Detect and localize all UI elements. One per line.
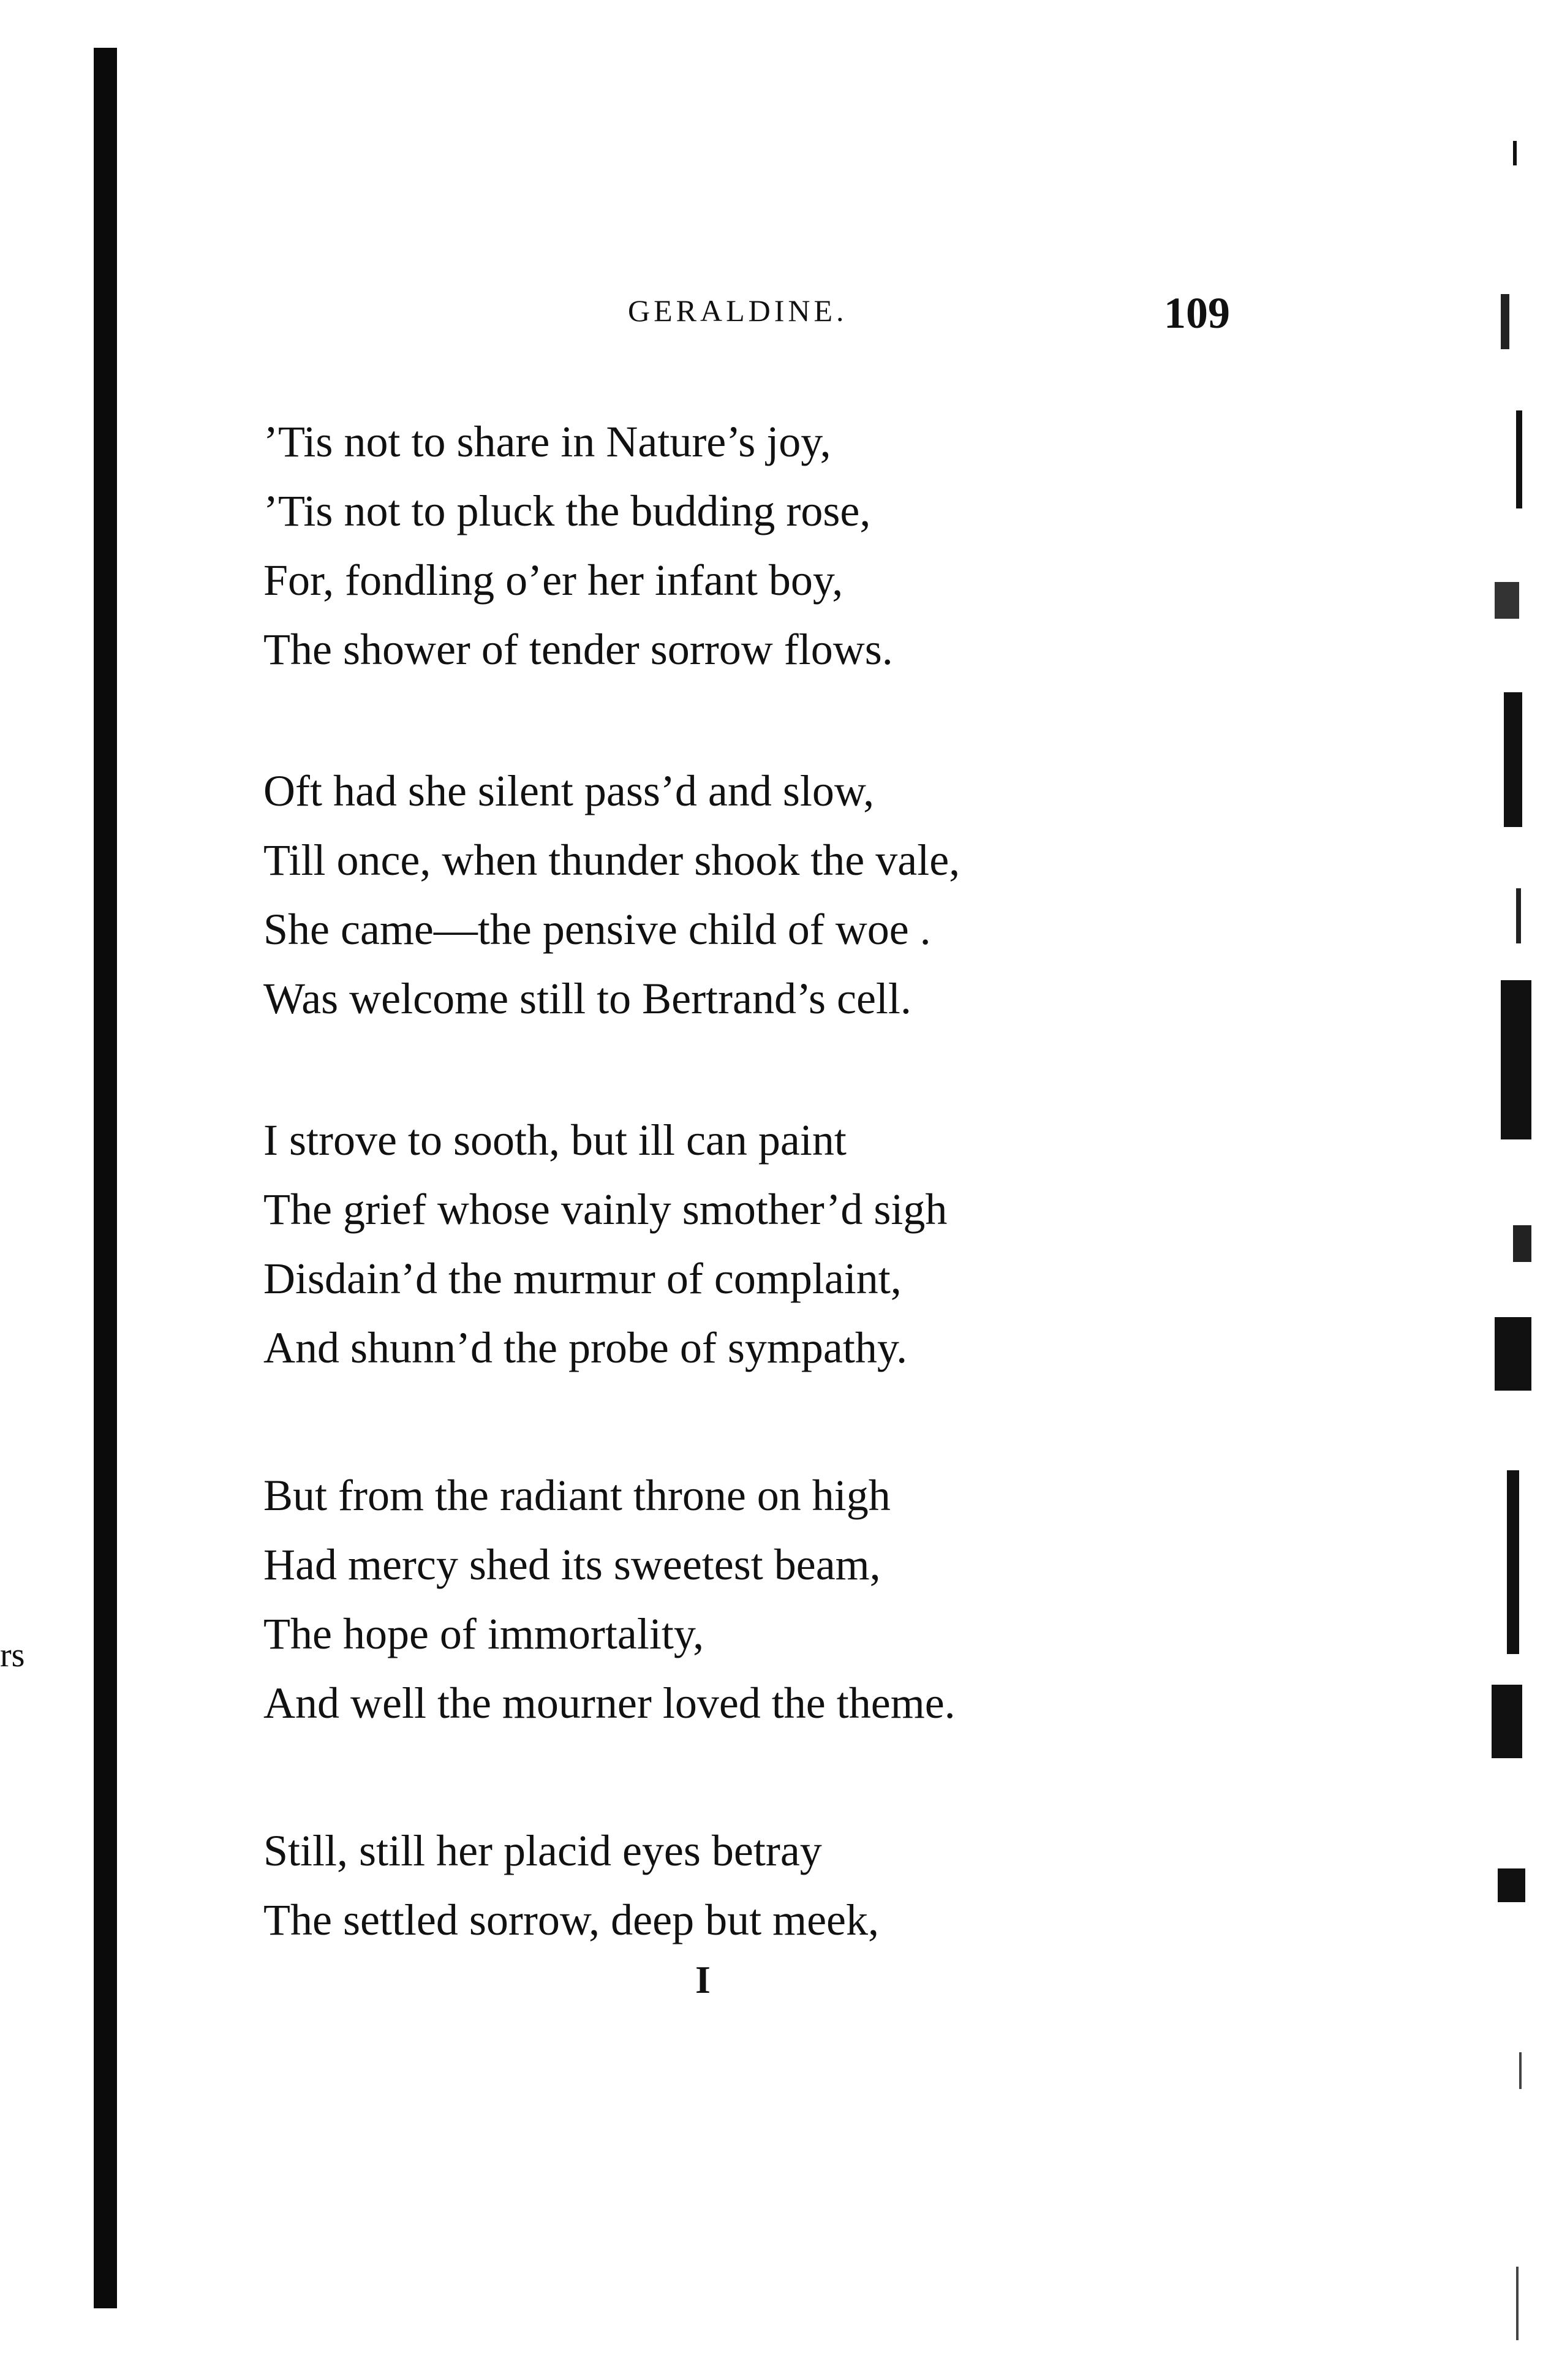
stanza-5 — [263, 1816, 1121, 1955]
stanza-2 — [263, 757, 1121, 1033]
verse-line: The settled sorrow, deep but meek, — [263, 1895, 880, 1944]
verse-line: Was welcome still to Bertrand’s cell. — [263, 974, 911, 1023]
verse-line: ’Tis not to share in Nature’s joy, — [263, 417, 831, 466]
signature-mark: I — [695, 1958, 711, 2001]
left-margin-fragment: rs — [0, 1636, 25, 1674]
verse-line: For, fondling o’er her infant boy, — [263, 556, 843, 605]
verse-line: ’Tis not to pluck the budding rose, — [263, 486, 871, 535]
verse-line: But from the radiant throne on high — [263, 1471, 891, 1520]
verse-line: I strove to sooth, but ill can paint — [263, 1116, 847, 1165]
verse-line: Had mercy shed its sweetest beam, — [263, 1540, 881, 1589]
stanza-4 — [263, 1461, 1121, 1738]
verse-line: The shower of tender sorrow flows. — [263, 625, 893, 674]
page-number: 109 — [1164, 289, 1230, 338]
stanza-3 — [263, 1106, 1121, 1383]
verse-line: Oft had she silent pass’d and slow, — [263, 766, 875, 815]
right-edge-bleedthrough — [1458, 92, 1544, 2359]
verse-line: Still, still her placid eyes betray — [263, 1826, 822, 1875]
verse-line: The hope of immortality, — [263, 1609, 704, 1658]
verse-line: Till once, when thunder shook the vale, — [263, 836, 960, 885]
stanza-1 — [263, 407, 1121, 684]
verse-line: And shunn’d the probe of sympathy. — [263, 1323, 908, 1372]
running-title: GERALDINE. — [628, 293, 848, 328]
verse-line: She came—the pensive child of woe . — [263, 905, 931, 954]
binding-gutter-bar — [94, 48, 117, 2308]
verse-line: And well the mourner loved the theme. — [263, 1679, 956, 1728]
verse-line: The grief whose vainly smother’d sigh — [263, 1185, 948, 1234]
verse-line: Disdain’d the murmur of complaint, — [263, 1254, 902, 1303]
